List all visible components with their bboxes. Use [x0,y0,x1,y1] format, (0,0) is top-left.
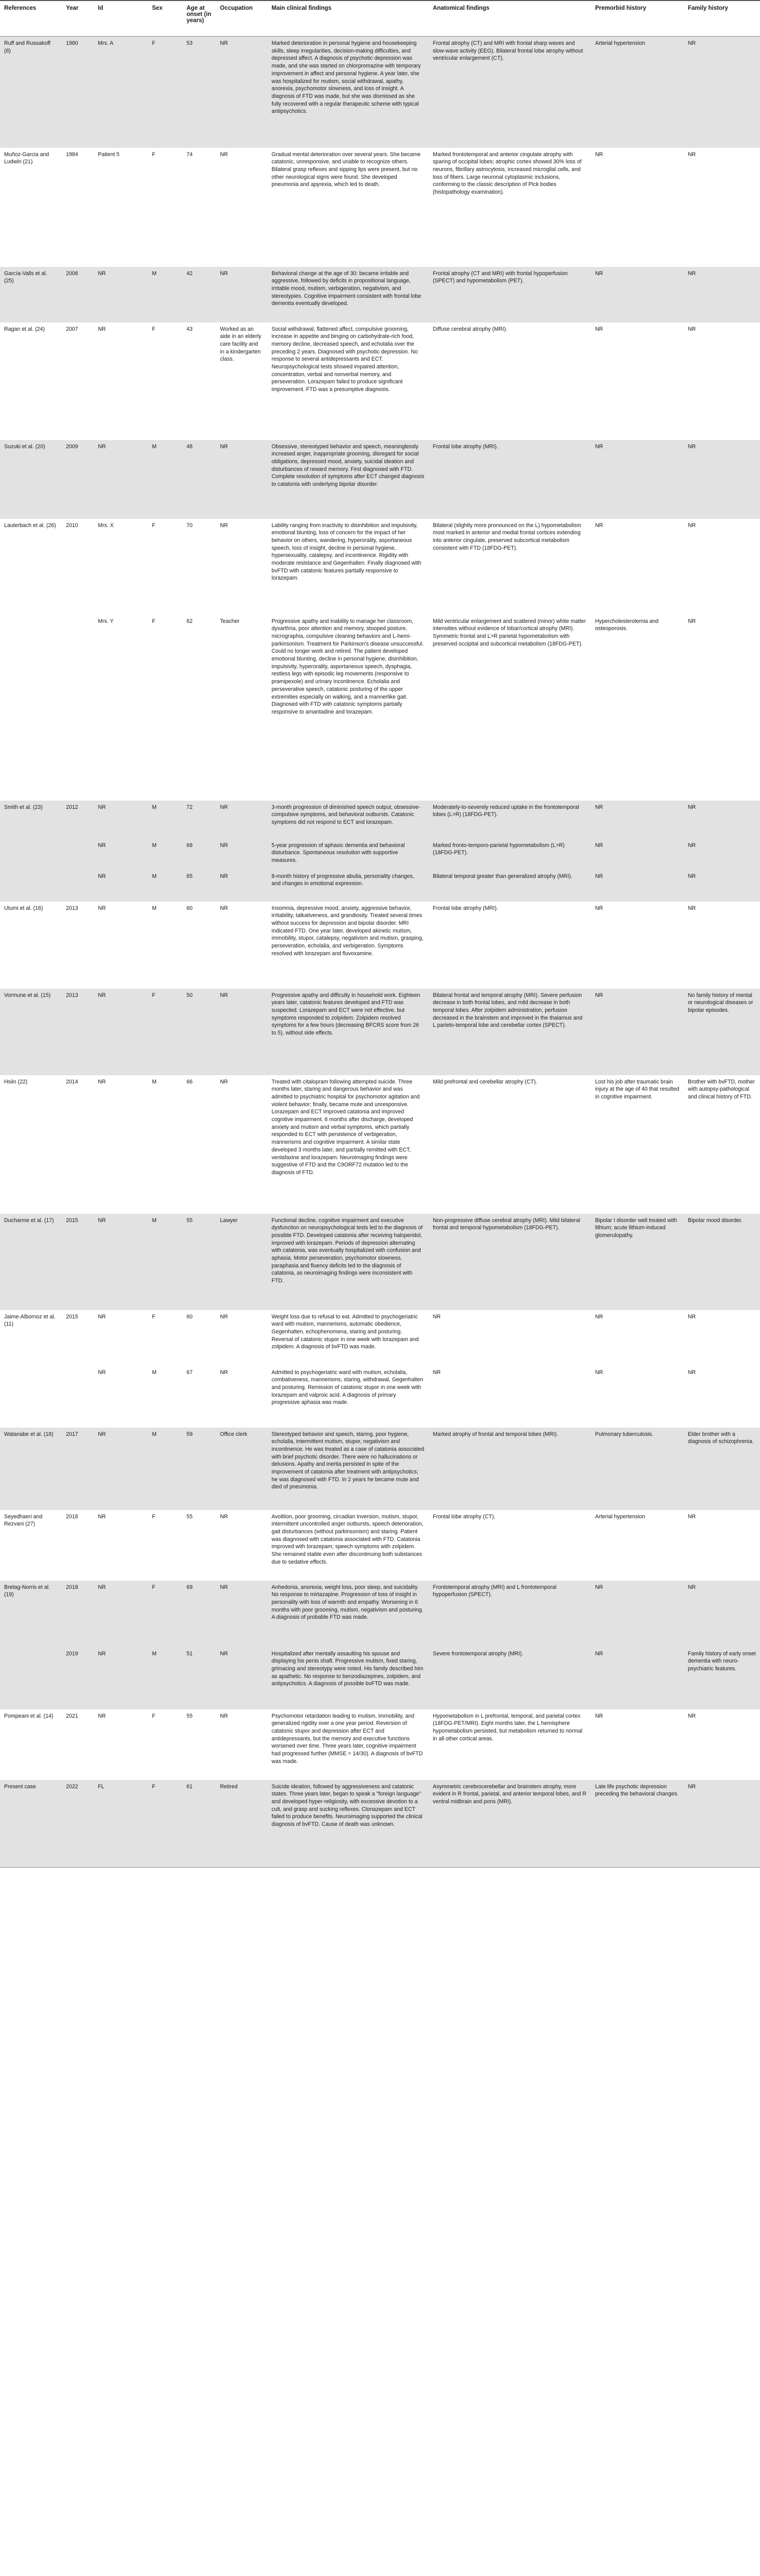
cell-premorbid-history: NR [591,323,684,440]
cell-main-findings: Marked deterioration in personal hygiene and housekeeping skills, sleep irregularities, decision-making difficulties, and depressed affect. A diagnosis of psychotic depression was made, and she was started on chlorpromazine with temporary improvement in affect and personal hygiene. A year later, she was hospitalized for mutism, social withdrawal, apathy, anorexia, psychomotor slowness, and loss of insight. A diagnosis of FTD was made, but she was dismissed as she fully recovered with a regular therapeutic scheme with typical antipsychotics. [267,37,429,148]
cell-family-history: NR [684,1581,760,1647]
cell-id: NR [94,902,148,989]
cell-age: 69 [182,1581,216,1647]
cell-premorbid-history: NR [591,870,684,902]
cell-age: 53 [182,37,216,148]
table-row [0,1581,760,1647]
cell-sex: F [148,1510,182,1581]
cell-reference: Smith et al. (23) [0,801,62,839]
cell-year [62,870,94,902]
cell-main-findings: Hospitalized after mentally assaulting his spouse and displaying his penis shaft. Progressive mutism, fixed staring, grimacing and stereotypy were noted. His family described him as apathetic. No response to benzodiazepines, zolpidem, and antipsychotics. A diagnosis of possible bvFTD was made. [267,1647,429,1709]
cell-id: NR [94,870,148,902]
cell-premorbid-history: NR [591,267,684,323]
cell-premorbid-history: NR [591,1310,684,1366]
cell-occupation: NR [216,440,267,519]
cell-age: 50 [182,989,216,1075]
cell-age: 72 [182,801,216,839]
cell-year: 2021 [62,1709,94,1780]
table-row [0,870,760,902]
cell-occupation: NR [216,37,267,148]
header-family-history: Family history [684,1,760,37]
cell-main-findings: Weight loss due to refusal to eat. Admitted to psychogeriatric ward with mutism, mannerisms, automatic obedience, Gegenhalten, echophenomena, staring and posturing. Reversal of catatonic stupor in one week with lorazepam and zolpidem. A diagnosis of bvFTD was made. [267,1310,429,1366]
cell-reference [0,615,62,801]
table-row [0,519,760,615]
cell-id: NR [94,323,148,440]
cell-premorbid-history: NR [591,1709,684,1780]
header-occupation: Occupation [216,1,267,37]
cell-premorbid-history: NR [591,1366,684,1428]
table-row [0,440,760,519]
cell-reference: Lauterbach et al. (26) [0,519,62,615]
cell-age: 61 [182,1780,216,1868]
cell-family-history: NR [684,801,760,839]
cell-family-history: Family history of early onset dementia with neuro-psychiatric features. [684,1647,760,1709]
cell-age: 42 [182,267,216,323]
cell-age: 62 [182,615,216,801]
cell-reference [0,1366,62,1428]
cell-sex: M [148,1075,182,1214]
cell-sex: F [148,148,182,267]
cell-occupation: Teacher [216,615,267,801]
cell-family-history: NR [684,1310,760,1366]
cell-main-findings: Avolition, poor grooming, circadian inversion, mutism, stupor, intermittent uncontrolled anger outbursts, speech deterioration, gait disturbances (without parkinsonism) and staring. Patient was diagnosed with catatonia associated with FTD. Catatonia improved with lorazepam; speech symptoms with zolpidem. She remained stable even after discontinuing both substances due to sedative effects. [267,1510,429,1581]
cell-id: NR [94,1310,148,1366]
cell-reference: Hsiin (22) [0,1075,62,1214]
cell-id: NR [94,1428,148,1510]
cell-anatomical-findings: NR [429,1310,591,1366]
cell-reference: García-Valls et al. (25) [0,267,62,323]
header-row [0,1,760,37]
cell-anatomical-findings: Frontal lobe atrophy (MRI). [429,440,591,519]
cell-reference: Suzuki et al. (20) [0,440,62,519]
cell-family-history: NR [684,1366,760,1428]
cell-id: NR [94,1366,148,1428]
cell-age: 55 [182,1709,216,1780]
cell-occupation: NR [216,1366,267,1428]
cell-occupation: NR [216,801,267,839]
cell-main-findings: Anhedonia, anorexia, weight loss, poor sleep, and suicidality. No response to mirtazapine. Progression of loss of insight in personality with loss of warmth and empathy. Worsening in 6 months with poor grooming, mutism, negativism and posturing. A diagnosis of probable FTD was made. [267,1581,429,1647]
cell-age: 74 [182,148,216,267]
cell-reference: Muñoz-Garcia and Ludwin (21) [0,148,62,267]
cell-reference: Present case [0,1780,62,1868]
cell-reference: Seyedhaeri and Rezvani (27) [0,1510,62,1581]
cell-main-findings: Behavioral change at the age of 30: became irritable and aggressive, followed by deficits in propositional language, irritable mood, mutism, verbigeration, negativism, and stereotypies. Cognitive impairment consistent with frontal lobe dementia eventually developed. [267,267,429,323]
cell-anatomical-findings: Frontal lobe atrophy (CT). [429,1510,591,1581]
cell-id: Mrs. Y [94,615,148,801]
table-row [0,37,760,148]
cell-age: 67 [182,1366,216,1428]
cell-sex: M [148,267,182,323]
cell-premorbid-history: Hypercholesterolemia and osteoporosis. [591,615,684,801]
cell-anatomical-findings: Bilateral frontal and temporal atrophy (MRI). Severe perfusion decrease in both frontal lobes, and mild decrease in both temporal lobes. After zolpidem administration, perfusion decreased in the brainstem and improved in the thalamus and L parieto-temporal lobe and cerebellar cortex (SPECT). [429,989,591,1075]
cell-premorbid-history: Bipolar I disorder well treated with lithium; acute lithium-induced glomerulopathy. [591,1214,684,1310]
cell-sex: M [148,1647,182,1709]
cell-family-history: NR [684,267,760,323]
cell-sex: F [148,1780,182,1868]
table-row [0,1075,760,1214]
cell-reference: Watanabe et al. (18) [0,1428,62,1510]
cell-family-history: NR [684,1510,760,1581]
cell-year: 2018 [62,1510,94,1581]
cell-anatomical-findings: Marked frontotemporal and anterior cingulate atrophy with sparing of occipital lobes; atrophic cortex showed 30% loss of neurons, fibrillary astrocytosis, increased microglial cells, and loss of fibers. Large neuronal cytoplasmic inclusions, conforming to the classic description of Pick bodies (histopathology examination). [429,148,591,267]
cell-anatomical-findings: Severe frontotemporal atrophy (MRI). [429,1647,591,1709]
cell-main-findings: Lability ranging from inactivity to disinhibition and impulsivity, emotional blunting, loss of concern for the impact of her behavior on others, wandering, hyperorality, asportaneous speech, loss of insight, decline in personal hygiene, hypersexuality, catalepsy, and incontinence. Rigidity with moderate resistance and Gegenhalten. Finally diagnosed with bvFTD with catatonic features partially responsive to lorazepam. [267,519,429,615]
cell-year: 2017 [62,1428,94,1510]
cell-premorbid-history: NR [591,440,684,519]
cell-sex: M [148,902,182,989]
cell-year [62,839,94,870]
cell-family-history: Brother with bvFTD, mother with autopsy-pathological and clinical history of FTD. [684,1075,760,1214]
table-row [0,1510,760,1581]
cell-occupation: NR [216,839,267,870]
cell-sex: F [148,1310,182,1366]
cell-family-history: NR [684,615,760,801]
table-row [0,615,760,801]
cell-age: 60 [182,1310,216,1366]
cell-anatomical-findings: Bilateral (slightly more pronounced on the L) hypometabolism most marked in anterior and medial frontal cortices extending into anterior cingulate, preserved subcortical metabolism consistent with FTD (18FDG-PET). [429,519,591,615]
cell-occupation: Retired [216,1780,267,1868]
cell-year: 2012 [62,801,94,839]
cell-main-findings: Suicide ideation, followed by aggressiveness and catatonic states. Three years later, began to speak a "foreign language" and developed hyper-religiosity, with excessive devotion to a cult, and grasp and sucking reflexes. Clonazepam and ECT failed to produce benefits. Neuroimaging supported the clinical diagnosis of bvFTD. Cause of death was unknown. [267,1780,429,1868]
header-main-findings: Main clinical findings [267,1,429,37]
cell-id: NR [94,1581,148,1647]
header-year: Year [62,1,94,37]
cell-age: 59 [182,1428,216,1510]
table-row [0,1709,760,1780]
cell-sex: M [148,1214,182,1310]
cell-family-history: Elder brother with a diagnosis of schizophrenia. [684,1428,760,1510]
table-row [0,323,760,440]
table-row [0,839,760,870]
header-references: References [0,1,62,37]
cell-occupation: NR [216,1075,267,1214]
cell-premorbid-history: NR [591,1647,684,1709]
header-anatomical-findings: Anatomical findings [429,1,591,37]
cell-anatomical-findings: Mild prefrontal and cerebellar atrophy (CT). [429,1075,591,1214]
cell-occupation: NR [216,267,267,323]
table-row [0,1428,760,1510]
cell-premorbid-history: NR [591,1581,684,1647]
cell-occupation: Lawyer [216,1214,267,1310]
cell-sex: M [148,1428,182,1510]
cell-sex: F [148,519,182,615]
cell-sex: F [148,1581,182,1647]
cell-reference: Pompeani et al. (14) [0,1709,62,1780]
cell-premorbid-history: NR [591,801,684,839]
table-row [0,148,760,267]
cell-main-findings: Stereotyped behavior and speech, staring, poor hygiene, echolalia, intermittent mutism, stupor, negativism and incontinence. He was treated as a case of catatonia associated with brief psychotic disorder. There were no hallucinations or delusions. Apathy and inertia persisted in spite of the improvement of catatonia after treatment with antipsychotics; he was diagnosed with FTD. In 2 years he became mute and died of pneumonia. [267,1428,429,1510]
cell-main-findings: 3-month progression of diminished speech output, obsessive-compulsive symptoms, and behavioral outbursts. Catatonic symptoms did not respond to ECT and lorazepam. [267,801,429,839]
cell-sex: F [148,989,182,1075]
cell-occupation: Worked as an aide in an elderly care facility and in a kindergarten class. [216,323,267,440]
table-row [0,267,760,323]
header-sex: Sex [148,1,182,37]
header-premorbid-history: Premorbid history [591,1,684,37]
cell-main-findings: Progressive apathy and difficulty in household work. Eighteen years later, catatonic features developed and FTD was suspected. Lorazepam and ECT were not effective, but symptoms responded to zolpidem. Zolpidem resolved symptoms for a few hours (decreasing BFCRS score from 26 to 5), without side effects. [267,989,429,1075]
cell-sex: F [148,323,182,440]
cell-id: NR [94,801,148,839]
cell-main-findings: Treated with citalopram following attempted suicide. Three months later, staring and dangerous behavior and was admitted to psychiatric hospital for psychomotor agitation and violent behavior; finally, became mute and unresponsive. Lorazepam and ECT improved catatonia and improved cognitive impairment. 6 months after discharge, developed anxiety and mutism and verbal symptoms, which partially responded to ECT with persistence of verbigeration, mannerisms and cognitive impairment. A similar state developed 3 months later, and partially remitted with ECT, venlafaxine and lorazepam. Neuroimaging findings were suggestive of FTD and the C9ORF72 mutation led to the diagnosis of FTD. [267,1075,429,1214]
cell-sex: M [148,801,182,839]
cell-id: NR [94,1214,148,1310]
cell-family-history: Bipolar mood disorder. [684,1214,760,1310]
cell-reference [0,1647,62,1709]
cell-occupation: NR [216,519,267,615]
cell-year: 2019 [62,1647,94,1709]
cell-year: 2018 [62,1581,94,1647]
table-row [0,989,760,1075]
cell-age: 55 [182,1510,216,1581]
cell-family-history: NR [684,440,760,519]
cell-main-findings: Progressive apathy and inability to manage her classroom, dysarthria, poor attention and memory, stooped posture, micrographia, compulsive cleaning behaviors and L-hemi-parkinsonism. Treatment for Parkinson's disease unsuccessful. Could no longer work and retired. The patient developed emotional blunting, decline in personal hygiene, disinhibition, impulsivity, hyperorality, asportaneous speech, dysphagia, restless legs with episodic leg movements (responsive to pramipexole) and urinary incontinence. Echolalia and perseverative speech, catatonic posturing of the upper extremities especially on walking, and a mannerlike gait. Diagnosed with FTD with catatonic symptoms partially responsive to amantadine and lorazepam. [267,615,429,801]
cell-anatomical-findings: Moderately-to-severely reduced uptake in the frontotemporal lobes (L>R) (18FDG-PET). [429,801,591,839]
cell-family-history: NR [684,37,760,148]
cell-anatomical-findings: Marked fronto-temporo-parietal hypometabolism (L>R) (18FDG-PET). [429,839,591,870]
cell-anatomical-findings: Mild ventricular enlargement and scattered (minor) white matter intensities without evidence of lobar/cortical atrophy (MRI). Symmetric frontal and L>R parietal hypometabolism with preserved occipital and subcortical metabolism (18FDG-PET). [429,615,591,801]
cell-main-findings: Gradual mental deterioration over several years. She became catatonic, unresponsive, and unable to recognize others. Bilateral grasp reflexes and sipping lips were present, but no other neurological signs were found. She developed pneumonia and apyrexia, which led to death. [267,148,429,267]
table-row [0,1366,760,1428]
cell-year: 2014 [62,1075,94,1214]
cell-year: 1984 [62,148,94,267]
cell-family-history: NR [684,1780,760,1868]
cell-occupation: NR [216,1510,267,1581]
cell-age: 66 [182,1075,216,1214]
cell-year: 2010 [62,519,94,615]
cell-occupation: NR [216,902,267,989]
cell-main-findings: Obsessive, stereotyped behavior and speech, meaninglessly increased anger, inappropriate grooming, disregard for social obligations, depressed mood, anxiety, suicidal ideation and disturbances of reward memory. First diagnosed with FTD. Complete resolution of symptoms after ECT changed diagnosis to catatonia with underlying bipolar disorder. [267,440,429,519]
cell-premorbid-history: NR [591,519,684,615]
cell-anatomical-findings: Bilateral temporal greater than generalized atrophy (MRI). [429,870,591,902]
cell-id: NR [94,989,148,1075]
cell-sex: F [148,1709,182,1780]
cell-anatomical-findings: Asymmetric cerebrocerebellar and brainstem atrophy, more evident in R frontal, parietal, and anterior temporal lobes, and R ventral midbrain and pons (MRI). [429,1780,591,1868]
cell-id: NR [94,839,148,870]
header-age: Age at onset (in years) [182,1,216,37]
cell-year: 2013 [62,902,94,989]
cell-id: NR [94,1647,148,1709]
table-row [0,902,760,989]
cell-occupation: NR [216,1709,267,1780]
cell-occupation: NR [216,1581,267,1647]
cell-age: 70 [182,519,216,615]
cell-anatomical-findings: Diffuse cerebral atrophy (MRI). [429,323,591,440]
cell-sex: M [148,440,182,519]
cell-family-history: NR [684,902,760,989]
cell-sex: M [148,839,182,870]
cell-age: 68 [182,839,216,870]
cell-sex: F [148,615,182,801]
cell-year [62,615,94,801]
cell-anatomical-findings: Marked atrophy of frontal and temporal lobes (MRI). [429,1428,591,1510]
table-row [0,801,760,839]
cell-family-history: NR [684,1709,760,1780]
cell-age: 60 [182,902,216,989]
cell-premorbid-history: Arterial hypertension [591,1510,684,1581]
table-row [0,1310,760,1366]
cell-occupation: NR [216,870,267,902]
cell-id: NR [94,1510,148,1581]
cell-year [62,1366,94,1428]
cell-family-history: NR [684,870,760,902]
cell-premorbid-history: NR [591,902,684,989]
cell-reference: Bretag-Norris et al. (19) [0,1581,62,1647]
cell-year: 2022 [62,1780,94,1868]
cell-id: Mrs. A [94,37,148,148]
cell-age: 65 [182,870,216,902]
cell-premorbid-history: NR [591,989,684,1075]
cell-family-history: No family history of mental or neurological diseases or bipolar episodes. [684,989,760,1075]
cell-id: Patient 5 [94,148,148,267]
header-id: Id [94,1,148,37]
cell-family-history: NR [684,839,760,870]
cell-main-findings: Functional decline, cognitive impairment and executive dysfunction on neuropsychological tests led to the diagnosis of possible FTD. Developed catatonia after receiving haloperidol, improved with lorazepam. Periods of depression alternating with catatonia, was eventually hospitalized with confusion and aphasia. Motor perseveration, psychomotor slowness, paraphasia and fluency deficits led to the diagnosis of catatonia, as neuroimaging findings were inconsistent with FTD. [267,1214,429,1310]
cell-year: 2015 [62,1310,94,1366]
cell-premorbid-history: NR [591,839,684,870]
cell-age: 51 [182,1647,216,1709]
cell-reference: Ragan et al. (24) [0,323,62,440]
cell-year: 2006 [62,267,94,323]
cell-year: 2015 [62,1214,94,1310]
cell-reference: Jaime-Albornoz et al. (11) [0,1310,62,1366]
cell-premorbid-history: Pulmonary tuberculosis. [591,1428,684,1510]
cell-year: 2009 [62,440,94,519]
cell-main-findings: 5-year progression of aphasic dementia and behavioral disturbance. Spontaneous resolution with supportive measures. [267,839,429,870]
table-row [0,1780,760,1868]
cell-reference: Ruff and Russakoff (8) [0,37,62,148]
cell-reference: Ducharme et al. (17) [0,1214,62,1310]
cell-anatomical-findings: Frontal atrophy (CT and MRI) with frontal hypoperfusion (SPECT) and hypometabolism (PET). [429,267,591,323]
table-body [0,37,760,1868]
cell-reference [0,870,62,902]
cell-premorbid-history: Arterial hypertension [591,37,684,148]
cell-year: 2007 [62,323,94,440]
cell-occupation: NR [216,989,267,1075]
cell-id: NR [94,1709,148,1780]
cell-reference: Vormune et al. (15) [0,989,62,1075]
cell-age: 55 [182,1214,216,1310]
cell-year: 2013 [62,989,94,1075]
cell-occupation: NR [216,1310,267,1366]
cell-main-findings: Social withdrawal, flattened affect, compulsive grooming, increase in appetite and binging on carbohydrate-rich food, memory decline, decreased speech, and echolalia over the preceding 2 years. Diagnosed with psychotic depression. No response to several antidepressants and ECT. Neuropsychological tests showed impaired attention, concentration, verbal and nonverbal memory, and perseveration. Lorazepam failed to produce significant improvement. FTD was a presumptive diagnosis. [267,323,429,440]
cell-age: 43 [182,323,216,440]
cell-age: 48 [182,440,216,519]
cell-sex: M [148,870,182,902]
cell-occupation: NR [216,148,267,267]
cell-anatomical-findings: Hypometabolism in L prefrontal, temporal, and parietal cortex (18FDG-PET/MRI). Eight months later, the L hemisphere hypometabolism persisted, but metabolism returned to normal in all other cortical areas. [429,1709,591,1780]
cell-premorbid-history: NR [591,148,684,267]
cell-id: NR [94,267,148,323]
cell-premorbid-history: Lost his job after traumatic brain injury at the age of 40 that resulted in cognitive impairment. [591,1075,684,1214]
cell-occupation: NR [216,1647,267,1709]
cell-family-history: NR [684,148,760,267]
cell-sex: M [148,1366,182,1428]
cell-year: 1980 [62,37,94,148]
table-row [0,1647,760,1709]
cell-anatomical-findings: NR [429,1366,591,1428]
cell-premorbid-history: Late life psychotic depression preceding the behavioral changes. [591,1780,684,1868]
cell-id: NR [94,440,148,519]
cell-anatomical-findings: Non-progressive diffuse cerebral atrophy (MRI). Mild bilateral frontal and temporal hypometabolism (18FDG-PET). [429,1214,591,1310]
cell-anatomical-findings: Frontal atrophy (CT) and MRI with frontal sharp waves and slow-wave activity (EEG). Bilateral frontal lobe atrophy without ventricular enlargement (CT). [429,37,591,148]
cell-main-findings: 8-month history of progressive abulia, personality changes, and changes in emotional expression. [267,870,429,902]
cell-occupation: Office clerk [216,1428,267,1510]
cell-id: FL [94,1780,148,1868]
cell-id: NR [94,1075,148,1214]
cell-main-findings: Insomnia, depressive mood, anxiety, aggressive behavior, irritability, talkativeness, and grandiosity. Treated several times without success for depression and bipolar disorder. MRI indicated FTD. One year later, developed akinetic mutism, immobility, stupor, catalepsy, negativism and mutism, grasping, perseveration, echolalia, and verbigeration. Symptoms resolved with lorazepam and fluvoxamine. [267,902,429,989]
cell-id: Mrs. X [94,519,148,615]
cell-main-findings: Psychomotor retardation leading to mutism, immobility, and generalized rigidity over a one year period. Reversion of catatonic stupor and depression after ECT and antidepressants, but the memory and executive functions worsened over time. Three years later, cognitive impairment had progressed further (MMSE = 14/30). A diagnosis of bvFTD was made. [267,1709,429,1780]
cell-anatomical-findings: Frontal lobe atrophy (MRI). [429,902,591,989]
cell-sex: F [148,37,182,148]
cell-reference [0,839,62,870]
cell-family-history: NR [684,323,760,440]
table-row [0,1214,760,1310]
cell-anatomical-findings: Frontotemporal atrophy (MRI) and L frontotemporal hypoperfusion (SPECT). [429,1581,591,1647]
cell-reference: Utumi et al. (16) [0,902,62,989]
cell-family-history: NR [684,519,760,615]
cell-main-findings: Admitted to psychogeriatric ward with mutism, echolalia, combativeness, mannerisms, staring, withdrawal, Gegenhalten and posturing. Remission of catatonic stupor in one week with lorazepam and valproic acid. A diagnosis of primary progressive aphasia was made. [267,1366,429,1428]
